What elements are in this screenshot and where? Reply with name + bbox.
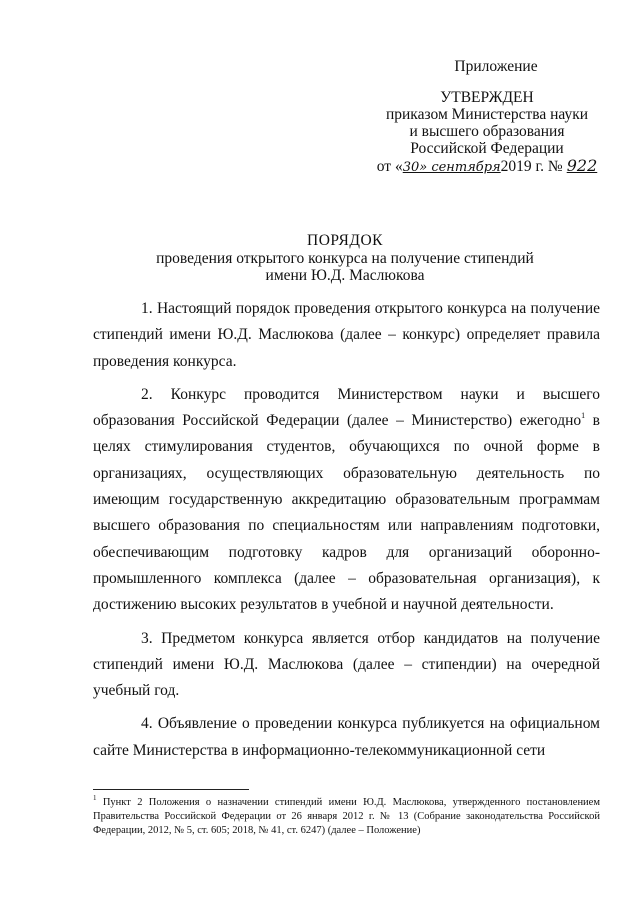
handwritten-date: 30» сентября <box>402 160 501 175</box>
approval-line-1: приказом Министерства науки <box>385 106 589 123</box>
document-title <box>90 232 600 285</box>
footnote-divider <box>93 789 249 790</box>
title-heading: ПОРЯДОК <box>307 232 383 249</box>
approval-line-3: Российской Федерации <box>410 140 564 157</box>
handwritten-order-number: 922 <box>566 156 598 175</box>
footnote-ref[interactable]: 1 <box>581 411 586 421</box>
title-line-1: проведения открытого конкурса на получение стипендий <box>156 249 534 267</box>
paragraph-2 <box>93 382 600 619</box>
appendix-label: Приложение <box>454 58 538 75</box>
approval-block <box>372 58 602 176</box>
paragraph-4: 4. Объявление о проведении конкурса публикуется на официальном сайте Министерства в информационно-телекоммуникационной сети <box>93 715 600 759</box>
footnote-text: Пункт 2 Положения о назначении стипендий имени Ю.Д. Маслюкова, утвержденного постановлением Правительства Российской Федерации от 26 января 2012 г. № 13 (Собрание законодательства Российской Федерации, 2012, № 5, ст. 605; 2018, № 41, ст. 6247) (далее – Положение) <box>93 797 600 836</box>
approved-label: УТВЕРЖДЕН <box>440 89 534 106</box>
paragraph-3: 3. Предметом конкурса является отбор кандидатов на получение стипендий имени Ю.Д. Маслюкова (далее – стипендии) на очередной учебный год. <box>93 629 600 700</box>
footnote-mark: 1 <box>93 794 97 802</box>
title-line-2: имени Ю.Д. Маслюкова <box>265 267 425 284</box>
approval-line-2: и высшего образования <box>409 123 565 140</box>
paragraph-2-text-a: 2. Конкурс проводится Министерством науки и высшего образования Российской Федерации (далее – Министерство) ежегодно <box>93 385 600 430</box>
paragraph-2-text-b: в целях стимулирования студентов, обучающихся по очной форме в организациях, осуществляющих образовательную деятельность по имеющим государственную аккредитацию образовательным программам высшего образования по специальностям или направлениям подготовки, обеспечивающим подготовку кадров для организаций оборонно-промышленного комплекса (далее – образовательная организация), к достижению высоких результатов в учебной и научной деятельности. <box>93 412 600 614</box>
document-body <box>93 296 600 771</box>
date-prefix: от « <box>376 158 403 175</box>
paragraph-1: 1. Настоящий порядок проведения открытого конкурса на получение стипендий имени Ю.Д. Маслюкова (далее – конкурс) определяет правила проведения конкурса. <box>93 300 600 370</box>
approval-date-line <box>372 157 602 176</box>
date-year: 2019 г. № <box>500 158 563 175</box>
footnote <box>93 796 600 838</box>
